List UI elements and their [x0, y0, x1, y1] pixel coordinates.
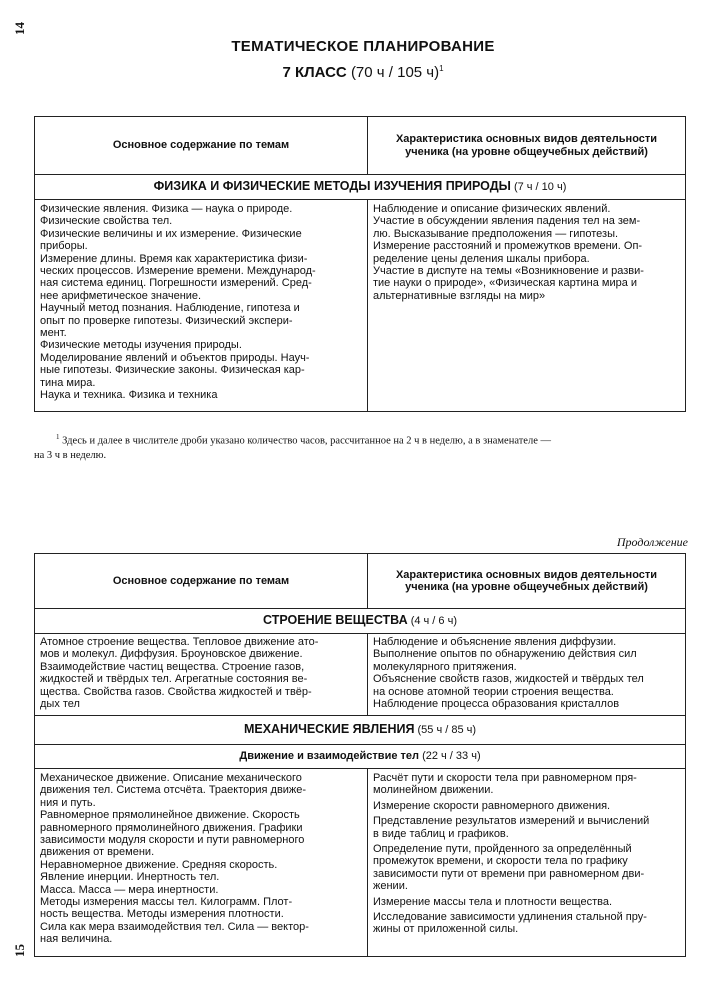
- content-line: равномерного прямолинейного движения. Графики: [40, 821, 303, 834]
- content-line: ность вещества. Методы измерения плотности.: [40, 908, 284, 921]
- activity-paragraph: [373, 815, 680, 840]
- section-hours: (55 ч / 85 ч): [417, 724, 477, 737]
- content-line: зависимости модуля скорости и пути равномерного: [40, 834, 305, 847]
- activity-line: в виде таблиц и графиков.: [373, 827, 509, 840]
- content-line: Моделирование явлений и объектов природы. Науч-: [40, 351, 310, 364]
- activity-paragraph: [373, 911, 680, 936]
- footnote: [34, 430, 689, 463]
- footnote-line2: на 3 ч в неделю.: [34, 449, 107, 461]
- content-line: Явление инерции. Инертность тел.: [40, 871, 220, 884]
- header-col-activity-line2: ученика (на уровне общеучебных действий): [405, 581, 648, 593]
- activity-paragraph: [373, 843, 680, 893]
- activity-line: жении.: [373, 880, 408, 893]
- content-line: Физические величины и их измерение. Физические: [40, 227, 302, 240]
- class-title-bold: 7 КЛАСС: [282, 64, 347, 81]
- header-col-activity: [368, 554, 686, 609]
- section-hours: (7 ч / 10 ч): [513, 181, 567, 194]
- section1-content-cell: [35, 200, 368, 412]
- activity-line: Выполнение опытов по обнаружению действия сил: [373, 648, 637, 661]
- activity-line: Измерение массы тела и плотности вещества.: [373, 895, 613, 908]
- subsection-title: Движение и взаимодействие тел: [239, 750, 419, 763]
- activity-line: промежуток времени, и скорости тела по графику: [373, 855, 628, 868]
- table-topic-1: [34, 116, 686, 412]
- activity-line: на основе атомной теории строения вещества.: [373, 685, 614, 698]
- activity-line: Измерение скорости равномерного движения.: [373, 799, 611, 812]
- activity-line: молекулярного притяжения.: [373, 660, 517, 673]
- content-line: Научный метод познания. Наблюдение, гипотеза и: [40, 302, 300, 315]
- activity-line: Наблюдение и объяснение явления диффузии.: [373, 636, 617, 648]
- header-col-content: Основное содержание по темам: [35, 117, 368, 175]
- section-matter-structure-heading: [35, 609, 686, 634]
- section2-activity-cell: [368, 634, 686, 716]
- content-line: ные гипотезы. Физические законы. Физическая кар-: [40, 364, 305, 377]
- section2-content-cell: [35, 634, 368, 716]
- content-line: ния и путь.: [40, 796, 96, 809]
- section-physics-methods-heading: [35, 175, 686, 200]
- content-line: Измерение длины. Время как характеристика физи-: [40, 252, 308, 265]
- header-col-activity-line1: Характеристика основных видов деятельности: [395, 133, 658, 146]
- content-line: Методы измерения массы тел. Килограмм. Плот-: [40, 896, 293, 909]
- content-line: Неравномерное движение. Средняя скорость.: [40, 858, 278, 871]
- section-title: ФИЗИКА И ФИЗИЧЕСКИЕ МЕТОДЫ ИЗУЧЕНИЯ ПРИРОДЫ: [153, 179, 511, 194]
- content-line: мов и молекул. Диффузия. Броуновское движение.: [40, 648, 303, 661]
- header-col-content: Основное содержание по темам: [35, 554, 368, 609]
- activity-line: альтернативные взгляды на мир»: [373, 289, 546, 302]
- table-topic-continued: [34, 553, 686, 957]
- activity-line: Объяснение свойств газов, жидкостей и твёрдых тел: [373, 673, 644, 686]
- content-line: приборы.: [40, 240, 88, 253]
- section3-activity-cell: [368, 769, 686, 957]
- subsection-hours: (22 ч / 33 ч): [422, 750, 481, 763]
- content-line: Атомное строение вещества. Тепловое движение ато-: [40, 636, 319, 648]
- activity-line: тие науки о природе», «Физическая картина мира и: [373, 277, 638, 290]
- content-line: нее арифметическое значение.: [40, 289, 202, 302]
- section-title: СТРОЕНИЕ ВЕЩЕСТВА: [262, 613, 408, 628]
- footnote-ref: 1: [439, 64, 444, 73]
- page-number-top: 14: [12, 22, 27, 35]
- content-line: дых тел: [40, 698, 80, 711]
- content-line: ческих процессов. Измерение времени. Международ-: [40, 265, 316, 278]
- content-line: ная величина.: [40, 933, 113, 946]
- activity-line: жины от приложенной силы.: [373, 923, 519, 936]
- activity-line: Представление результатов измерений и вычислений: [373, 815, 650, 828]
- activity-paragraph: [373, 896, 680, 908]
- activity-line: лю. Высказывание предположения — гипотезы.: [373, 227, 619, 240]
- section-hours: (4 ч / 6 ч): [410, 615, 457, 628]
- activity-line: молинейном движении.: [373, 784, 494, 797]
- activity-line: Определение пути, пройденного за определённый: [373, 843, 632, 856]
- activity-line: Расчёт пути и скорости тела при равномерном пря-: [373, 772, 637, 784]
- content-line: жидкостей и твёрдых тел. Агрегатные состояния ве-: [40, 673, 308, 686]
- class-title-hours: (70 ч / 105 ч): [350, 64, 440, 81]
- activity-line: Наблюдение процесса образования кристаллов: [373, 698, 620, 711]
- content-line: Физические явления. Физика — наука о природе.: [40, 203, 293, 215]
- subsection-motion-heading: [35, 745, 686, 769]
- activity-line: Исследование зависимости удлинения стальной пру-: [373, 911, 647, 924]
- page-number-bottom: 15: [12, 944, 27, 957]
- activity-line: зависимости пути от времени при равномерном дви-: [373, 867, 645, 880]
- activity-line: Наблюдение и описание физических явлений.: [373, 203, 611, 215]
- section1-activity-cell: [368, 200, 686, 412]
- section3-content-cell: [35, 769, 368, 957]
- activity-paragraph: [373, 800, 680, 812]
- content-line: опыт по проверке гипотезы. Физический экспери-: [40, 314, 293, 327]
- content-line: движения тел. Система отсчёта. Траектория движе-: [40, 784, 307, 797]
- activity-line: ределение цены деления шкалы прибора.: [373, 252, 590, 265]
- header-col-activity-line2: ученика (на уровне общеучебных действий): [405, 145, 648, 158]
- content-line: Физические методы изучения природы.: [40, 339, 242, 352]
- section-mechanics-heading: [35, 716, 686, 745]
- section-title: МЕХАНИЧЕСКИЕ ЯВЛЕНИЯ: [243, 722, 415, 737]
- content-line: щества. Свойства газов. Свойства жидкостей и твёр-: [40, 685, 312, 698]
- activity-line: Участие в обсуждении явления падения тел на зем-: [373, 215, 641, 228]
- class-title: [0, 64, 726, 81]
- page-title: ТЕМАТИЧЕСКОЕ ПЛАНИРОВАНИЕ: [231, 38, 495, 55]
- header-col-activity: [368, 117, 686, 175]
- content-line: Механическое движение. Описание механического: [40, 772, 302, 784]
- activity-line: Участие в диспуте на темы «Возникновение и разви-: [373, 265, 644, 278]
- content-line: Сила как мера взаимодействия тел. Сила — вектор-: [40, 920, 309, 933]
- content-line: Взаимодействие частиц вещества. Строение газов,: [40, 660, 305, 673]
- content-line: Масса. Масса — мера инертности.: [40, 883, 219, 896]
- content-line: Равномерное прямолинейное движение. Скорость: [40, 809, 300, 822]
- content-line: движения от времени.: [40, 846, 155, 859]
- header-col-activity-line1: Характеристика основных видов деятельности: [395, 568, 658, 581]
- content-line: ная система единиц. Погрешности измерений. Сред-: [40, 277, 312, 290]
- footnote-line1: Здесь и далее в числителе дроби указано количество часов, рассчитанное на 2 ч в неделю, а в знаменателе —: [62, 435, 551, 447]
- activity-paragraph: [373, 772, 680, 797]
- footnote-mark: 1: [56, 433, 60, 441]
- content-line: Наука и техника. Физика и техника: [40, 389, 218, 402]
- activity-line: Измерение расстояний и промежутков времени. Оп-: [373, 240, 643, 253]
- content-line: тина мира.: [40, 376, 96, 389]
- continuation-label: Продолжение: [616, 535, 688, 549]
- content-line: мент.: [40, 327, 67, 340]
- content-line: Физические свойства тел.: [40, 215, 173, 228]
